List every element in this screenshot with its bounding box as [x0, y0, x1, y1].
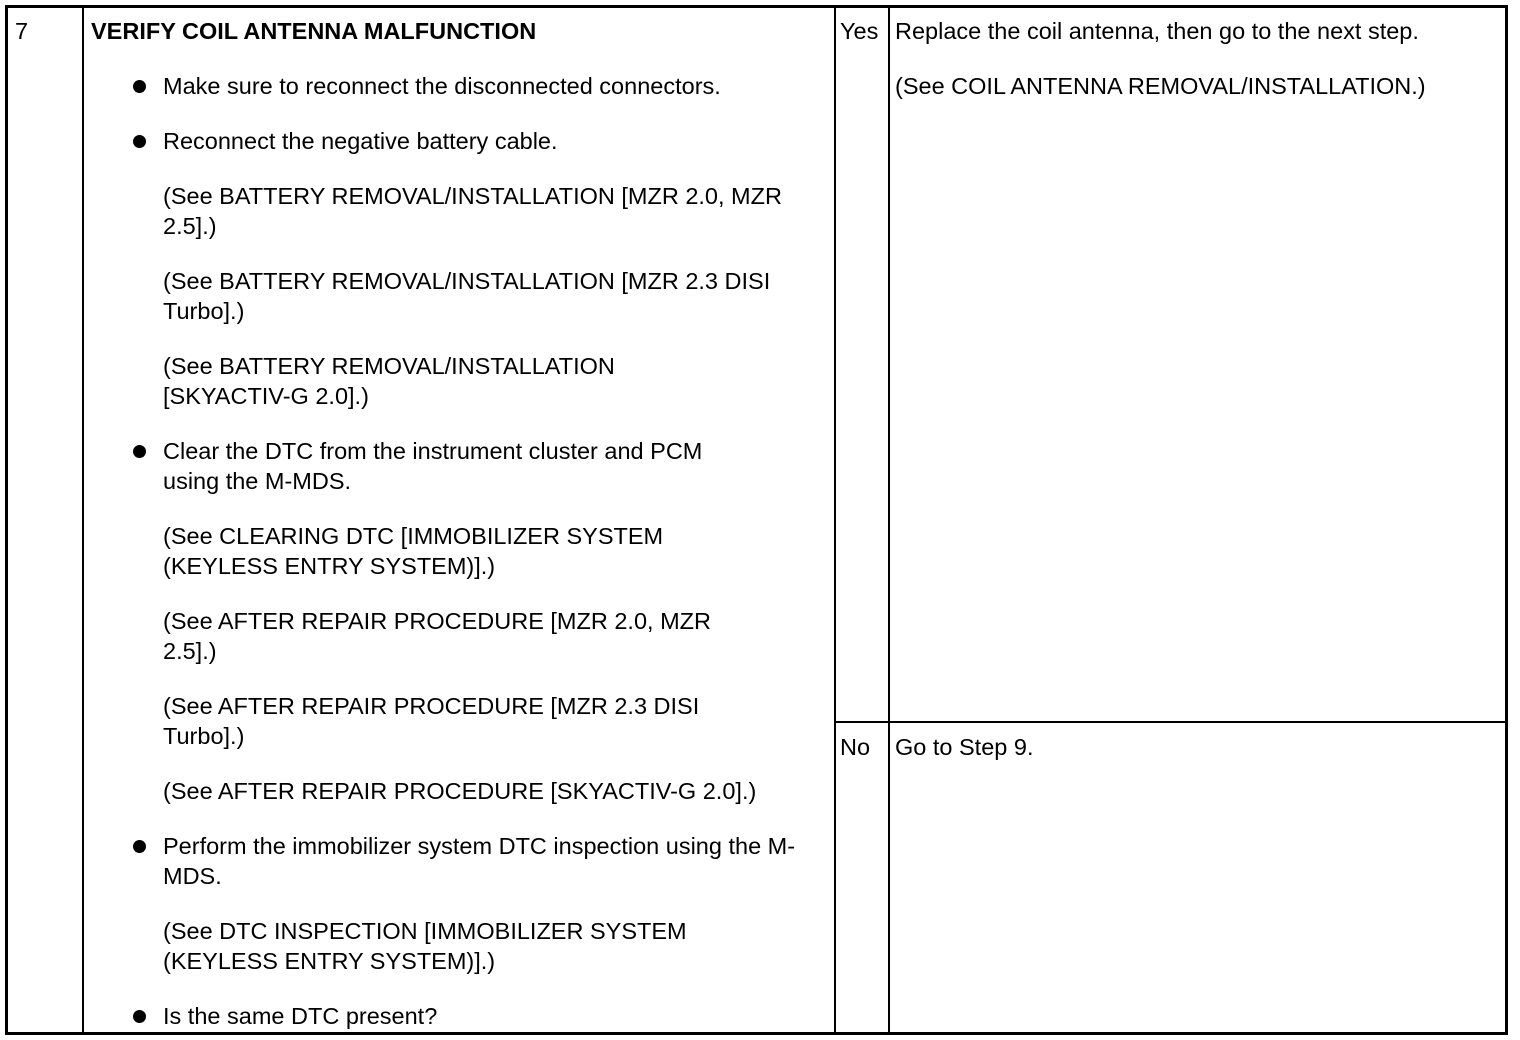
reference-link[interactable]: (See BATTERY REMOVAL/INSTALLATION [MZR 2.3 DISI Turbo].)	[163, 268, 771, 324]
procedure-item-text: Perform the immobilizer system DTC inspection using the M-MDS.	[163, 833, 796, 889]
reference-battery-skyactiv	[163, 351, 683, 411]
procedure-item-reconnect-battery	[163, 126, 813, 156]
reference-clearing-dtc	[163, 521, 723, 581]
procedure-question: Is the same DTC present?	[163, 1003, 438, 1029]
column-divider-result	[888, 8, 890, 1032]
bullet-icon	[133, 135, 146, 148]
no-action[interactable]: Go to Step 9.	[895, 734, 1034, 760]
column-divider-procedure	[834, 8, 836, 1032]
procedure-item-clear-dtc	[163, 436, 763, 496]
reference-link[interactable]: (See AFTER REPAIR PROCEDURE [SKYACTIV-G 2.0].)	[163, 778, 757, 804]
reference-link[interactable]: (See AFTER REPAIR PROCEDURE [MZR 2.0, MZR 2.5].)	[163, 608, 711, 664]
yes-reference[interactable]: (See COIL ANTENNA REMOVAL/INSTALLATION.)	[895, 73, 1426, 99]
reference-dtc-inspection	[163, 916, 743, 976]
yes-action: Replace the coil antenna, then go to the next step.	[895, 18, 1419, 44]
reference-battery-mzr-23-disi	[163, 266, 813, 326]
procedure-item-reconnect-connectors	[163, 71, 813, 101]
procedure-item-text: Reconnect the negative battery cable.	[163, 128, 558, 154]
no-label: No	[840, 734, 871, 760]
yes-label: Yes	[840, 18, 879, 44]
procedure-item-text: Clear the DTC from the instrument cluster and PCM using the M-MDS.	[163, 438, 703, 494]
step-title: VERIFY COIL ANTENNA MALFUNCTION	[91, 18, 537, 44]
bullet-icon	[133, 445, 146, 458]
reference-link[interactable]: (See BATTERY REMOVAL/INSTALLATION [MZR 2.0, MZR 2.5].)	[163, 183, 782, 239]
procedure-item-dtc-inspection	[163, 831, 813, 891]
bullet-icon	[133, 1010, 146, 1023]
reference-battery-mzr-20-25	[163, 181, 813, 241]
step-number: 7	[15, 18, 29, 44]
reference-after-repair-mzr-23-disi	[163, 691, 763, 751]
reference-after-repair-mzr-20-25	[163, 606, 763, 666]
row-divider-yes-no	[834, 721, 1505, 723]
column-divider-step	[82, 8, 84, 1032]
reference-link[interactable]: (See BATTERY REMOVAL/INSTALLATION [SKYACTIV-G 2.0].)	[163, 353, 615, 409]
diagnostic-step-table	[5, 5, 1508, 1035]
reference-link[interactable]: (See DTC INSPECTION [IMMOBILIZER SYSTEM (KEYLESS ENTRY SYSTEM)].)	[163, 918, 687, 974]
reference-after-repair-skyactiv	[163, 776, 813, 806]
procedure-item-text: Make sure to reconnect the disconnected connectors.	[163, 73, 721, 99]
reference-link[interactable]: (See CLEARING DTC [IMMOBILIZER SYSTEM (KEYLESS ENTRY SYSTEM)].)	[163, 523, 664, 579]
bullet-icon	[133, 840, 146, 853]
procedure-item-question	[163, 1001, 813, 1031]
reference-link[interactable]: (See AFTER REPAIR PROCEDURE [MZR 2.3 DISI Turbo].)	[163, 693, 700, 749]
bullet-icon	[133, 80, 146, 93]
